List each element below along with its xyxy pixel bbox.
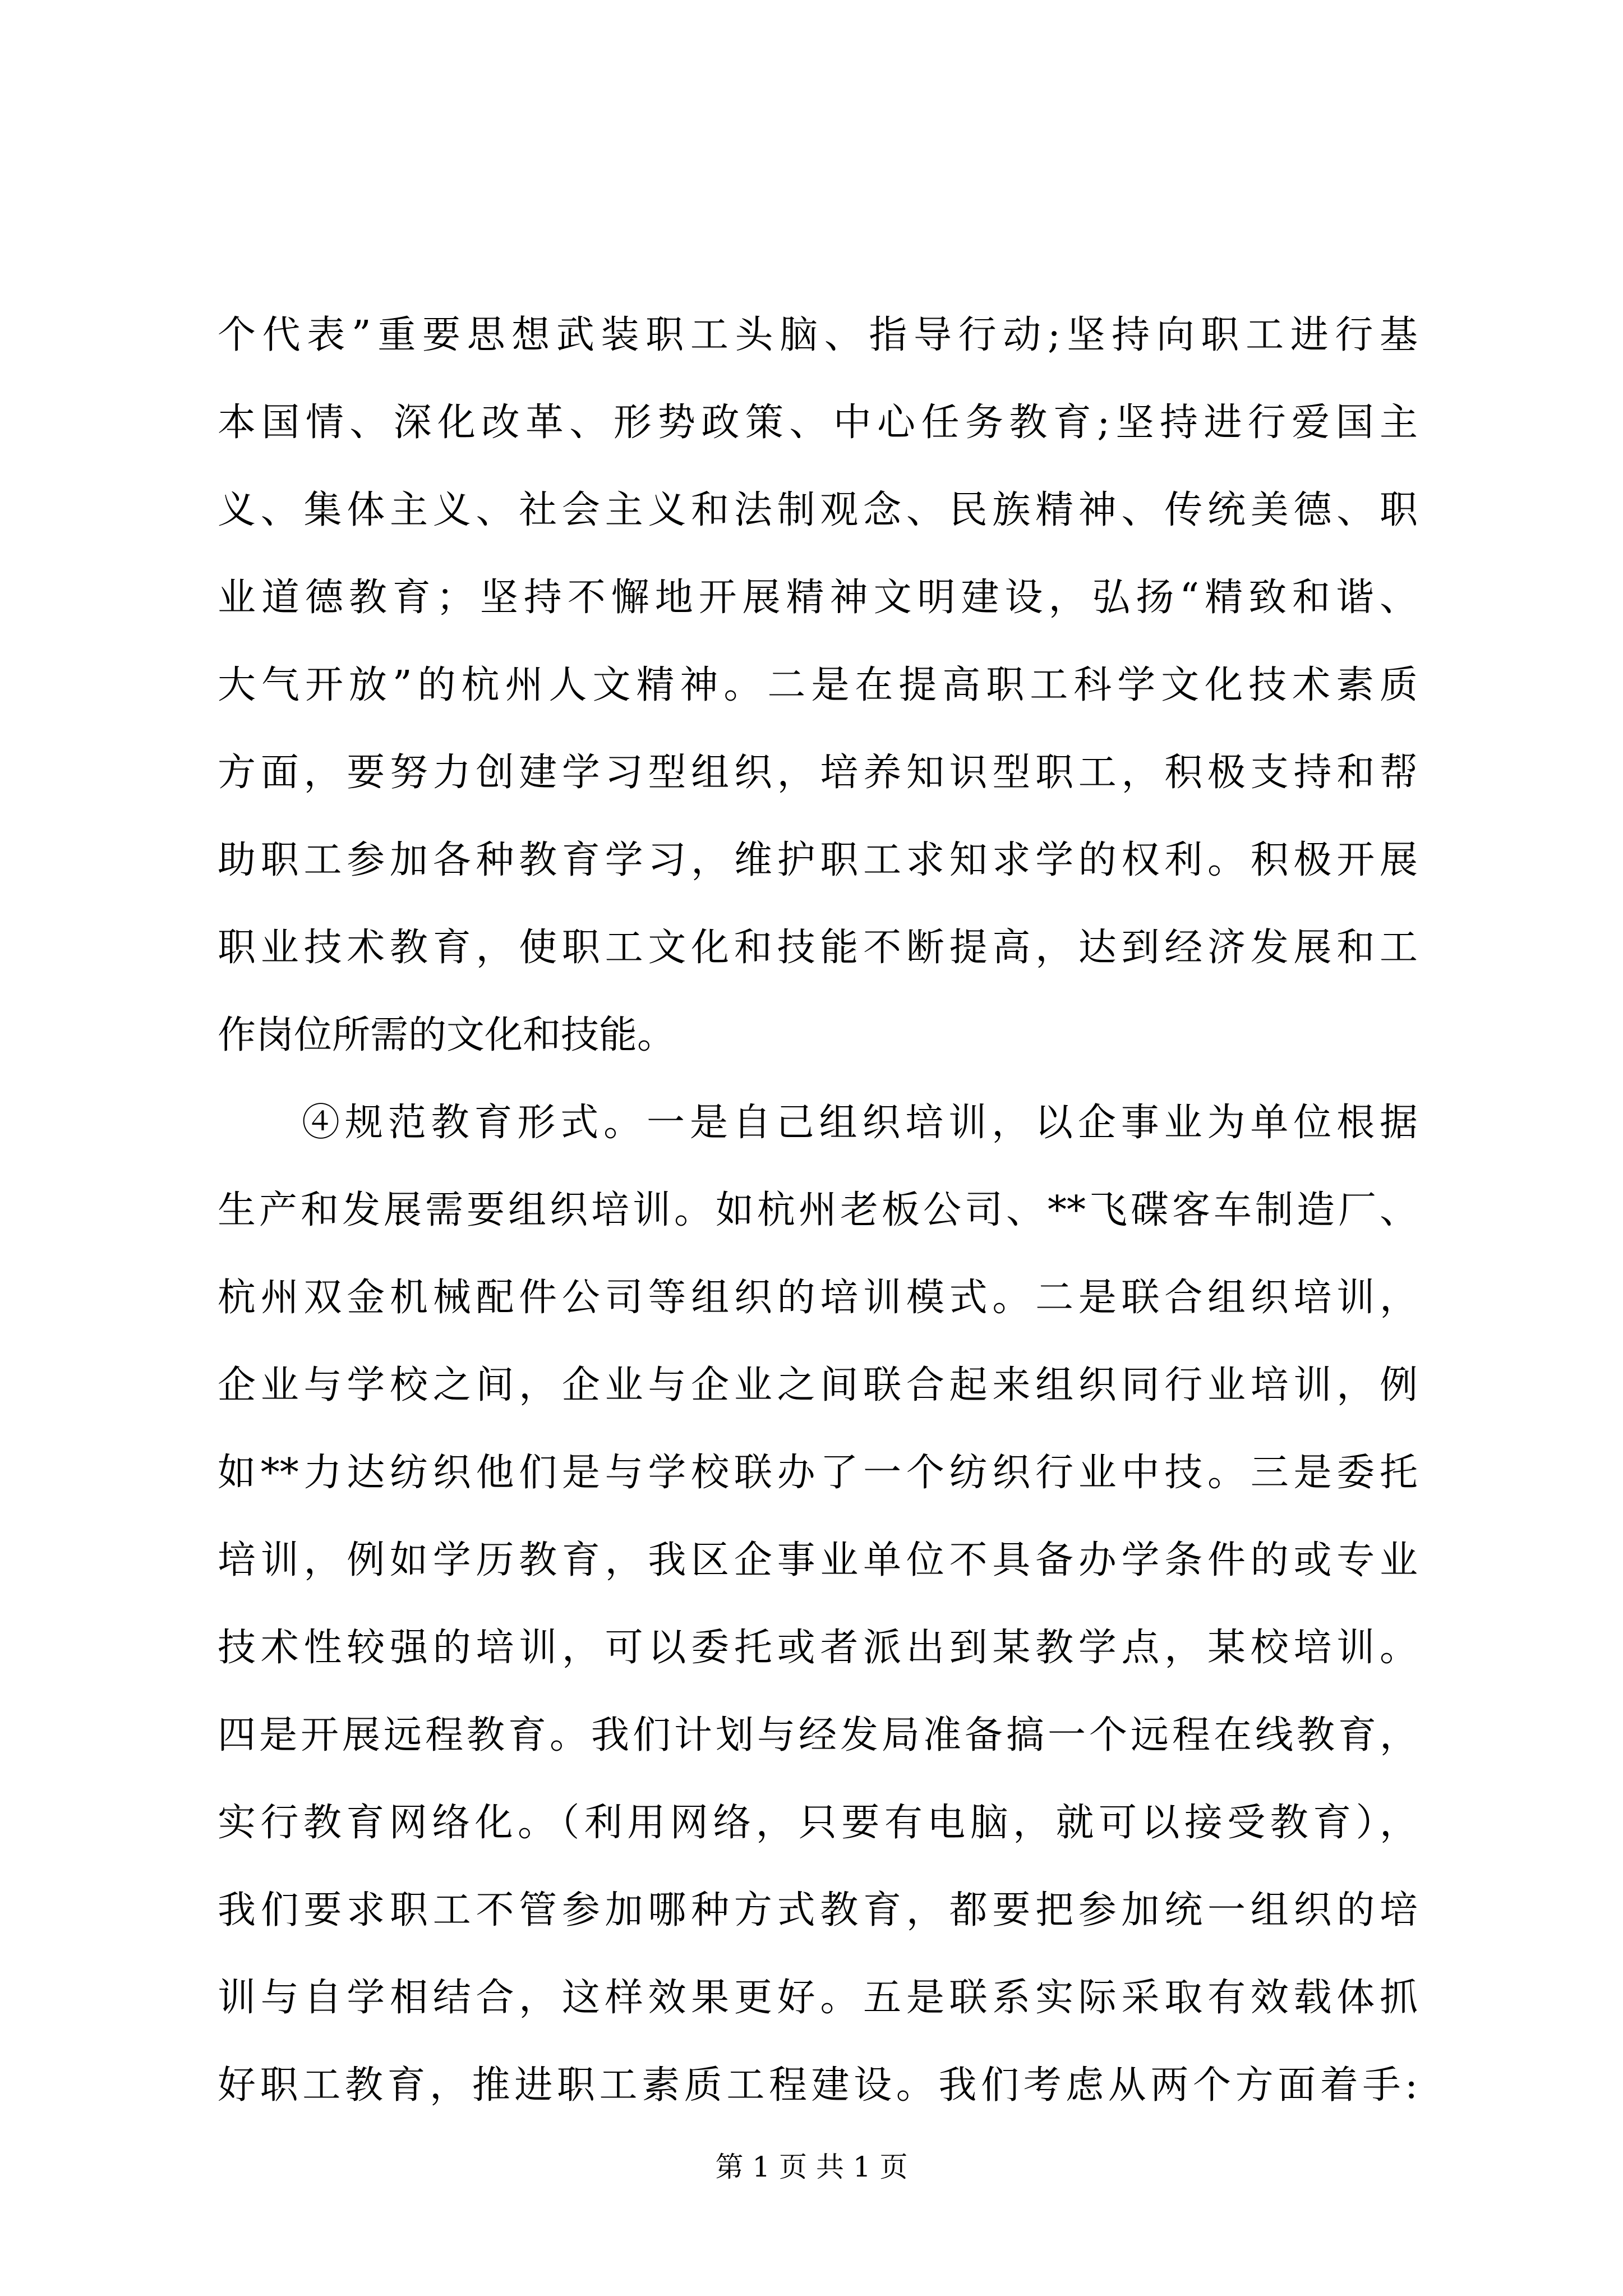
text-line-14: 如**力达纺织他们是与学校联办了一个纺织行业中技。三是委托 [218,1451,1418,1495]
text-line-8: 职业技术教育，使职工文化和技能不断提高，达到经济发展和工 [218,926,1418,970]
text-line-18: 实行教育网络化。（利用网络，只要有电脑，就可以接受教育）， [218,1801,1418,1845]
text-line-17: 四是开展远程教育。我们计划与经发局准备搞一个远程在线教育， [218,1713,1418,1757]
text-line-5: 大气开放”的杭州人文精神。二是在提高职工科学文化技术素质 [218,663,1418,707]
text-line-1: 个代表”重要思想武装职工头脑、指导行动;坚持向职工进行基 [218,313,1418,357]
text-line-16: 技术性较强的培训，可以委托或者派出到某教学点，某校培训。 [218,1626,1418,1670]
text-line-9: 作岗位所需的文化和技能。 [218,1013,676,1057]
document-body [218,292,1418,2129]
text-line-11: 生产和发展需要组织培训。如杭州老板公司、**飞碟客车制造厂、 [218,1188,1418,1232]
text-line-20: 训与自学相结合，这样效果更好。五是联系实际采取有效载体抓 [218,1976,1418,2020]
text-line-6: 方面，要努力创建学习型组织，培养知识型职工，积极支持和帮 [218,751,1418,795]
text-line-19: 我们要求职工不管参加哪种方式教育，都要把参加统一组织的培 [218,1888,1418,1932]
text-line-12: 杭州双金机械配件公司等组织的培训模式。二是联合组织培训， [218,1276,1418,1320]
text-line-10-paragraph-start: ④规范教育形式。一是自己组织培训，以企事业为单位根据 [302,1101,1418,1145]
text-line-21: 好职工教育，推进职工素质工程建设。我们考虑从两个方面着手: [218,2063,1418,2108]
page-footer: 第 1 页 共 1 页 [715,2151,908,2183]
text-line-15: 培训，例如学历教育，我区企事业单位不具备办学条件的或专业 [218,1538,1418,1582]
text-line-7: 助职工参加各种教育学习，维护职工求知求学的权利。积极开展 [218,838,1418,882]
text-line-13: 企业与学校之间，企业与企业之间联合起来组织同行业培训，例 [218,1363,1418,1407]
text-line-2: 本国情、深化改革、形势政策、中心任务教育;坚持进行爱国主 [218,401,1418,445]
text-line-4: 业道德教育；坚持不懈地开展精神文明建设，弘扬“精致和谐、 [218,576,1418,620]
text-line-3: 义、集体主义、社会主义和法制观念、民族精神、传统美德、职 [218,488,1418,532]
